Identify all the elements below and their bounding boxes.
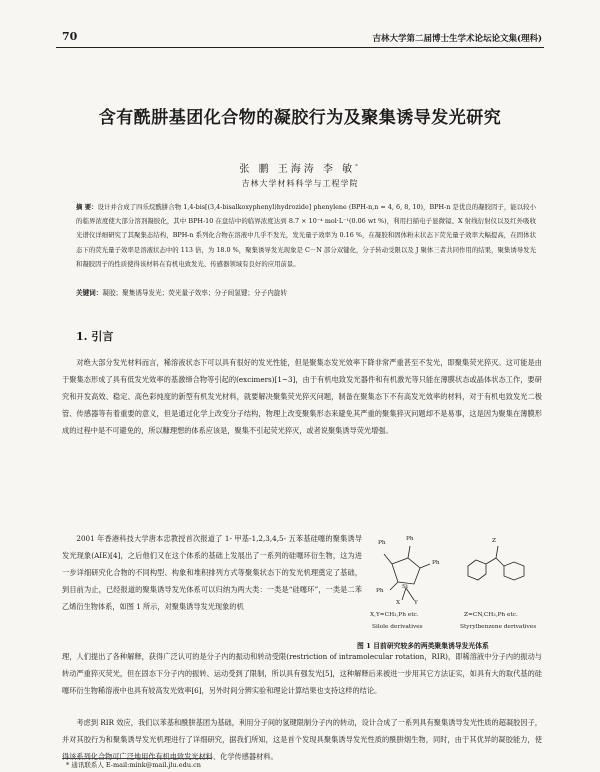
author-line (0, 160, 600, 175)
z-label: Z (492, 538, 497, 544)
styrylbenzene-structure (468, 546, 524, 580)
ph-label-1: Ph (378, 540, 386, 546)
silole-substituents: X,Y=CH₃,Ph etc. (370, 612, 419, 618)
authors: 张 鹏 王海涛 李 敏 (239, 164, 356, 175)
abstract (76, 200, 536, 271)
si-label: Si (402, 584, 408, 590)
keywords-text: 凝胶；聚集诱导发光；荧光量子效率；分子间氢键；分子内旋转 (102, 289, 287, 297)
keywords-label: 关键词： (76, 289, 103, 297)
ph-label-3: Ph (432, 560, 440, 566)
page-number: 70 (62, 30, 78, 43)
paragraph-intro-4: 考虑到 RIR 效应，我们以苯基和酰肼基团为基础，利用分子间的氢键限制分子内的转动，设计合成了一系列具有聚集诱导发光性质的超凝胶因子，并对其胶行为和聚集诱导发光机理进行了详细研究，据我们所知，这是首个发现具聚集诱导发光性质的酰肼烟生物，同时，由于其优异的凝胶能力，使得该系列化合物可广泛地用作有机电致发光材料、化学传感器材料。 (62, 718, 542, 761)
footnote: * 通讯联系人 E-mail:mink@mail.jlu.edu.cn (66, 761, 201, 769)
x-label: X (396, 600, 401, 606)
paper-title: 含有酰肼基团化合物的凝胶行为及聚集诱导发光研究 (98, 108, 502, 128)
y-label: Y (414, 600, 418, 606)
styryl-name: Styrylbenzene derivatives (460, 624, 537, 630)
abstract-label: 摘 要： (76, 203, 98, 211)
ph-label-2: Ph (406, 536, 414, 542)
section-heading: 1. 引言 (76, 330, 114, 343)
paragraph-intro-2: 2001 年香港科技大学唐本忠教授首次报道了 1- 甲基-1,2,3,4,5- 五苯基硅噻的聚集诱导发光现象(AIE)[4]，之后他们又在这个体系的基础上发展出了一系列的硅噻环衍生物，这为进一步详细研究化合物的不同构型、构象和堆积排列方式等聚集状态下的发光机理奠定了基础，到目前为止，已经报道的聚集诱导发光体系可以归纳为两大类：一类是“硅噻环”，一类是二苯乙烯衍生物体系，如图 1 所示，对聚集诱导发光现象的机 (62, 534, 362, 611)
styryl-substituents: Z=CN,CH₃,Ph etc. (464, 612, 518, 618)
running-header: 吉林大学第二届博士生学术论坛论文集(理科) (372, 34, 542, 44)
paragraph-intro-1: 对绝大部分发光材料而言，稀溶液状态下可以具有很好的发光性能，但是聚集态发光效率下降非常严重甚至不发光，即聚集荧光猝灭。这可能是由于聚集态形成了具有低发光效率的基激缔合物等引起的(excimers)[1~3]，由于有机电致发光器件和有机激光等只能在薄膜状态或晶体状态工作，要研究和开发高效、稳定、高色彩纯度的新型有机发光材料，就要解决聚集荧光猝灭问题，制备在聚集态下不有高发光效率的材料，对于有机电致发光二极管、传感器等有着重要的意义，但是通过化学上改变分子结构，物理上改变聚集形态来避免其严重的聚集猝灭问题却不是易事，这是因为聚集在薄膜形成的过程中是不可避免的，所以糠理想的体系应该是，聚集不引起荧光猝灭，或者说聚集诱导荧光增强。 (62, 358, 542, 435)
author-mark: * (355, 163, 361, 170)
keywords (76, 287, 536, 299)
abstract-text: 设计并合成了四乐烷酰肼合物 1,4-bis[(3,4-bisalkoxyphenyl)hydrozide] phenylene (BPH-n,n = 4, 6, 8, 10)，BPH-n 是优良的凝胶因子，能以较小的临界浓度使大部分溶剂凝胶化，其中 BPH-10 在盘结中的临界浓度达到 8.7 × 10⁻⁴ mol·L⁻¹(0.06 wt %)，利用扫描电子显微镜、X 射线衍射仪以及红外吸收光谱仪详细研究了其聚集态结构，BPH-n 系列化合物在溶液中几乎不发光，发光量子效率为 0.16 %，在凝胶和固体粉末状态下荧光量子效率大幅提高，在固体状态下的荧光量子效率是溶液状态中的 113 倍，为 18.0 %，聚集诱导发光现象是 C－N 部分双键化，分子转动受限以及 J 聚体三者共同作用的结果，聚集诱导发光和凝胶因子的性质使得该材料在有机电致发光、传感器领域有良好的应用前景。 (76, 203, 536, 268)
silole-structure (384, 546, 430, 600)
paragraph-intro-3: 理，人们提出了各种解释，获得广泛认可的是分子内的振动和转动受限(restriction of intramolecular rotation，RIR)，即稀溶液中分子内的振动与转动严重猝灭荧光，但在固态下分子内的振转、运动受到了限制，所以具有强发光[5]，这种解释后来被进一步用其它方法证实，如具有大的取代基的硅噻环衍生物稀溶液中也具有较高发光效率[6]，另外时间分辨实验和理论计算结果也支持这样的结论。 (62, 652, 542, 695)
ph-label-4: Ph (376, 588, 384, 594)
silole-name: Silole derivatives (372, 624, 423, 630)
footnote-rule (62, 758, 212, 759)
affiliation: 吉林大学材料科学与工程学院 (241, 179, 359, 188)
figure-caption: 图 1 目前研究较多的两类聚集诱导发光体系 (357, 642, 489, 650)
header-rule (56, 47, 544, 48)
